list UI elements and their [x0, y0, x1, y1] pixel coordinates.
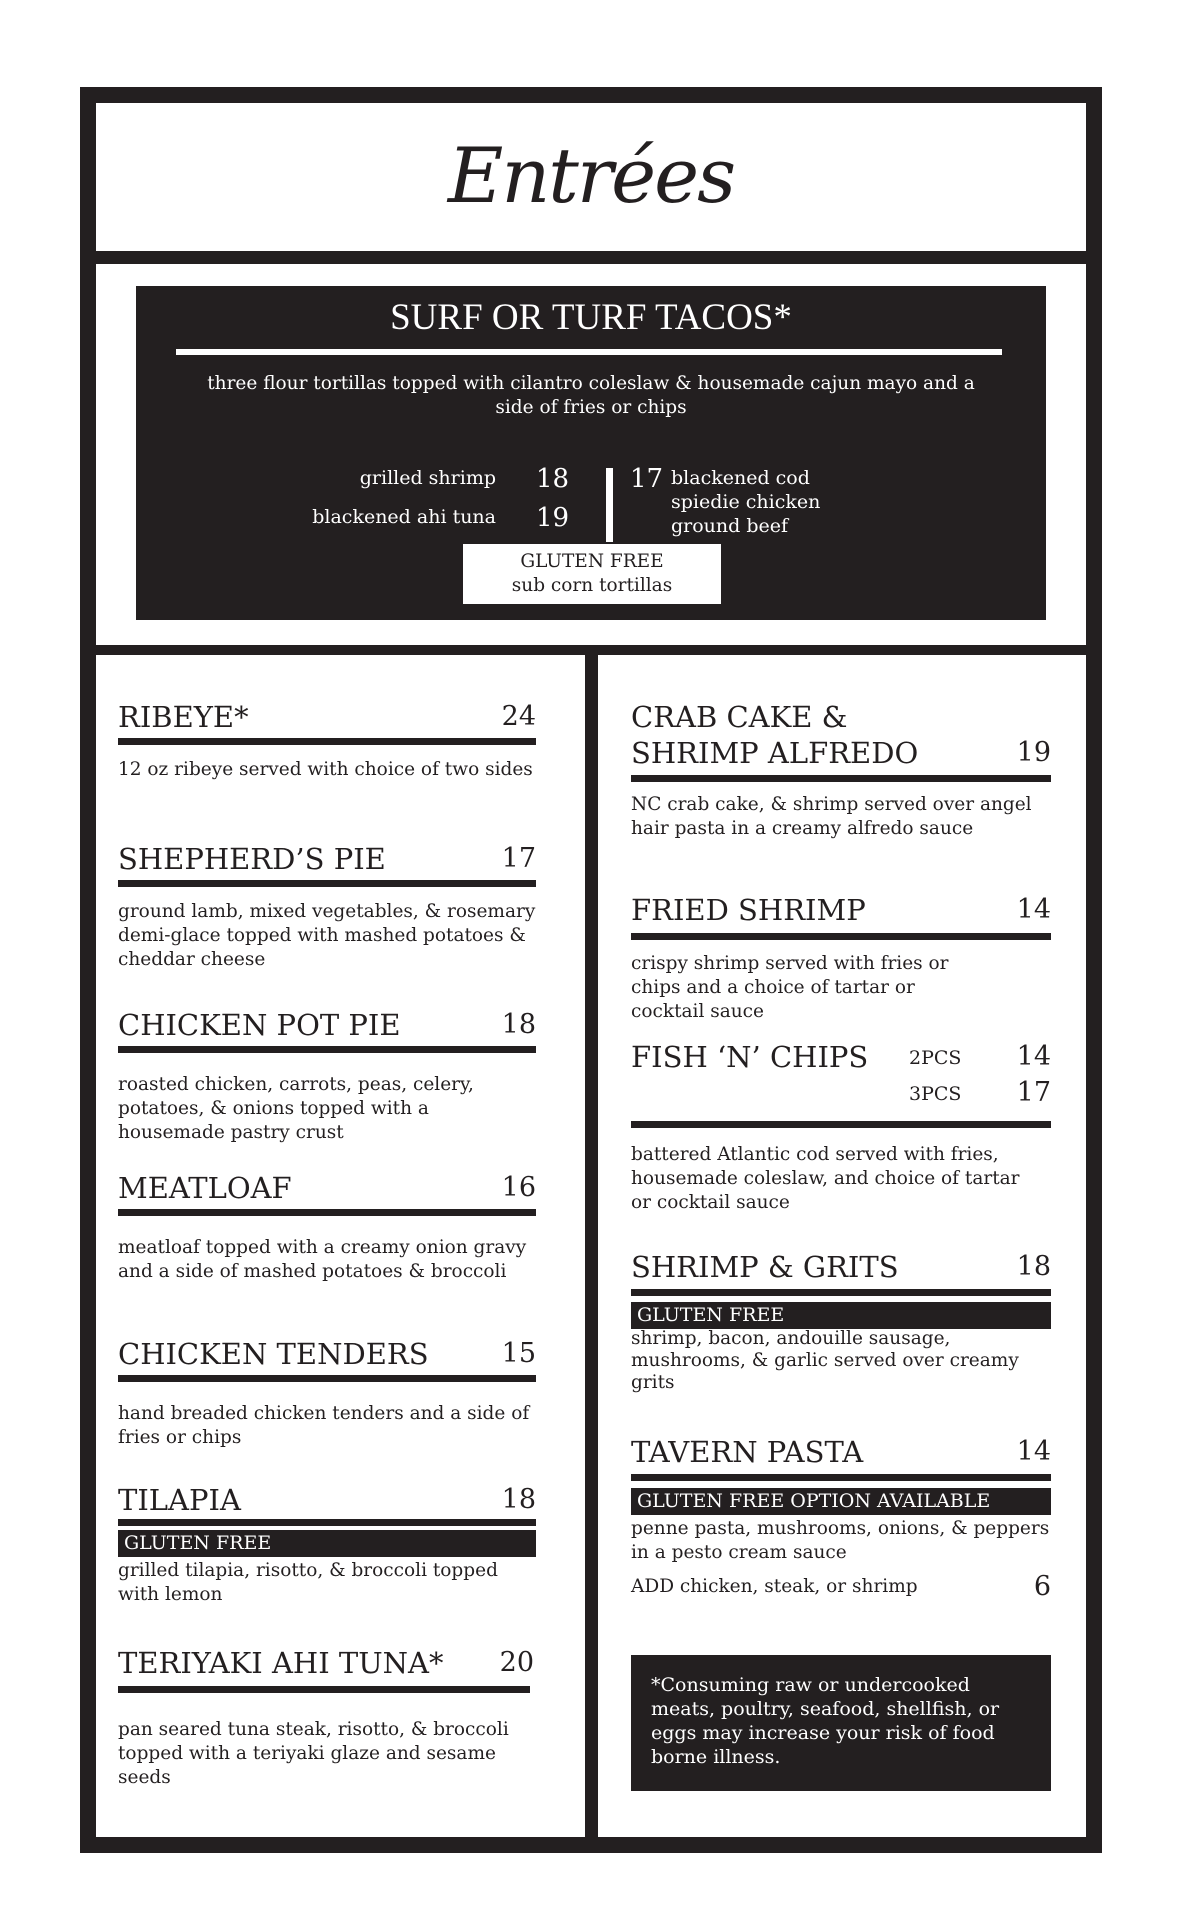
taco-option-price: 19	[536, 503, 570, 533]
item-name: TILAPIA	[118, 1483, 241, 1517]
item-price: 14	[1016, 894, 1051, 925]
item-size: 3PCS	[909, 1083, 962, 1105]
gluten-free-title: GLUTEN FREE	[520, 551, 664, 572]
tacos-title: SURF OR TURF TACOS*	[390, 297, 792, 338]
item-rule	[631, 1289, 1051, 1296]
item-rule	[631, 1121, 1051, 1128]
item-rule	[631, 933, 1051, 940]
item-name: TERIYAKI AHI TUNA*	[118, 1646, 444, 1680]
item-rule	[118, 1686, 530, 1693]
tacos-rule	[176, 349, 1002, 355]
addon-price: 6	[1033, 1571, 1051, 1602]
item-description: crispy shrimp served with fries or chips and a choice of tartar or cocktail sauce	[631, 953, 949, 1022]
right-column	[598, 655, 1086, 1837]
page-title: Entrées	[447, 131, 735, 220]
title-panel	[96, 103, 1086, 251]
consumer-advisory: *Consuming raw or undercooked meats, poultry, seafood, shellfish, or eggs may increase your risk of food borne illness.	[631, 1655, 1051, 1791]
item-price: 18	[501, 1484, 536, 1515]
tacos-divider	[606, 468, 613, 542]
item-price: 16	[501, 1172, 536, 1203]
gluten-free-sub: sub corn tortillas	[511, 575, 673, 596]
item-description: hand breaded chicken tenders and a side of fries or chips	[118, 1403, 530, 1448]
item-price: 14	[1016, 1436, 1051, 1467]
item-price: 17	[1016, 1077, 1051, 1108]
gluten-free-tag: GLUTEN FREE	[118, 1530, 536, 1557]
item-price: 19	[1016, 737, 1051, 768]
item-price: 24	[501, 701, 536, 732]
gluten-free-tag: GLUTEN FREE	[631, 1302, 1051, 1329]
taco-option-label: spiedie chicken	[671, 491, 821, 513]
item-name: FISH ‘N’ CHIPS	[631, 1040, 869, 1074]
item-name: MEATLOAF	[118, 1171, 292, 1205]
taco-right-price: 17	[630, 464, 664, 494]
item-name: CHICKEN POT PIE	[118, 1008, 401, 1042]
item-name: FRIED SHRIMP	[631, 893, 866, 927]
item-price: 17	[501, 843, 536, 874]
item-description: roasted chicken, carrots, peas, celery, potatoes, & onions topped with a housemade pastry crust	[118, 1074, 474, 1143]
addon-label: ADD chicken, steak, or shrimp	[631, 1576, 918, 1597]
item-rule	[118, 738, 536, 745]
item-price: 18	[501, 1009, 536, 1040]
item-name: CRAB CAKE &	[631, 700, 848, 734]
item-description: pan seared tuna steak, risotto, & broccoli topped with a teriyaki glaze and sesame seeds	[118, 1719, 509, 1788]
item-name: TAVERN PASTA	[631, 1435, 864, 1469]
item-rule	[118, 1046, 536, 1053]
taco-option-price: 18	[536, 464, 570, 494]
item-description: shrimp, bacon, andouille sausage, mushrooms, & garlic served over creamy grits	[631, 1328, 1019, 1393]
gluten-free-option-tag: GLUTEN FREE OPTION AVAILABLE	[631, 1488, 1051, 1515]
item-name: SHEPHERD’S PIE	[118, 842, 386, 876]
item-name: SHRIMP ALFREDO	[631, 736, 919, 770]
taco-option-label: blackened ahi tuna	[312, 506, 496, 528]
tacos-description: three flour tortillas topped with cilantro coleslaw & housemade cajun mayo and a side of fries or chips	[207, 373, 975, 418]
item-description: grilled tilapia, risotto, & broccoli topped with lemon	[118, 1560, 498, 1605]
item-name: RIBEYE*	[118, 700, 249, 734]
item-description: 12 oz ribeye served with choice of two sides	[118, 759, 533, 780]
item-rule	[118, 1209, 536, 1216]
item-description: penne pasta, mushrooms, onions, & peppers in a pesto cream sauce	[631, 1518, 1050, 1563]
tacos-panel	[96, 264, 1086, 645]
item-description: ground lamb, mixed vegetables, & rosemary demi-glace topped with mashed potatoes & cheddar cheese	[118, 901, 536, 970]
item-name: CHICKEN TENDERS	[118, 1337, 429, 1371]
taco-option-label: ground beef	[671, 515, 789, 537]
item-rule	[631, 1474, 1051, 1481]
taco-option-label: grilled shrimp	[359, 467, 496, 489]
item-size: 2PCS	[909, 1047, 962, 1069]
item-description: battered Atlantic cod served with fries, housemade coleslaw, and choice of tartar or cocktail sauce	[631, 1144, 1020, 1213]
item-description: meatloaf topped with a creamy onion gravy and a side of mashed potatoes & broccoli	[118, 1237, 527, 1282]
item-price: 20	[499, 1647, 534, 1678]
item-description: NC crab cake, & shrimp served over angel hair pasta in a creamy alfredo sauce	[631, 794, 1032, 839]
item-price: 15	[501, 1338, 536, 1369]
item-price: 14	[1016, 1041, 1051, 1072]
gluten-free-box	[463, 544, 721, 604]
left-column	[96, 655, 585, 1837]
item-price: 18	[1016, 1251, 1051, 1282]
tacos-box	[136, 286, 1046, 620]
item-rule	[118, 1375, 536, 1382]
item-rule	[118, 880, 536, 887]
taco-option-label: blackened cod	[671, 467, 810, 489]
item-rule	[631, 775, 1051, 782]
item-name: SHRIMP & GRITS	[631, 1250, 899, 1284]
item-rule	[118, 1519, 536, 1526]
